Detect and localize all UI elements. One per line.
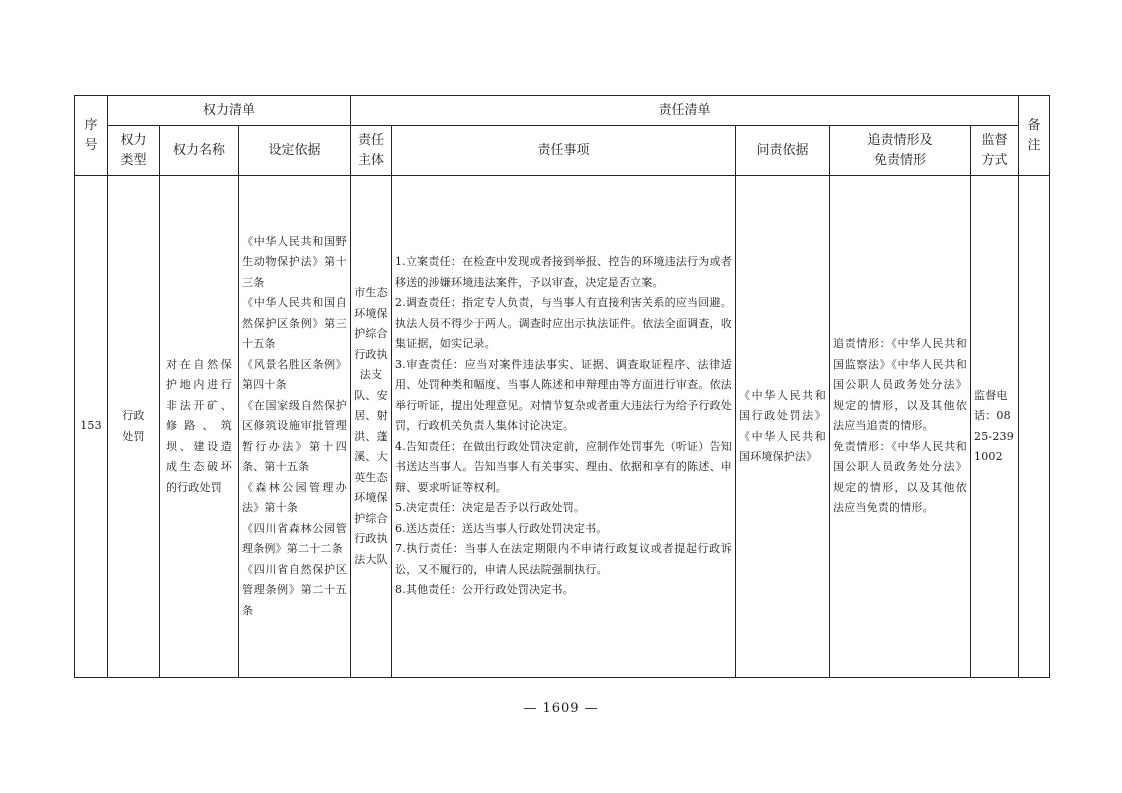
responsibility-item: 5.决定责任：决定是否予以行政处罚。	[395, 501, 586, 515]
header-supervision: 监督方式	[971, 126, 1019, 176]
accountability-case: 免责情形：《中华人民共和国公职人员政务处分法》规定的情形，以及其他依法应当免责的情形。	[833, 439, 967, 515]
row-remark	[1019, 176, 1050, 678]
basis-line: 《森林公园管理办法》第十条	[242, 480, 347, 515]
responsibility-item: 8.其他责任：公开行政处罚决定书。	[395, 583, 574, 597]
row-accountability-cases	[830, 176, 971, 678]
header-accountability-basis: 问责依据	[736, 126, 830, 176]
header-seq: 序号	[75, 96, 108, 176]
header-accountability-cases: 追责情形及免责情形	[830, 126, 971, 176]
basis-line: 《风景名胜区条例》第四十条	[242, 357, 347, 392]
row-basis	[239, 176, 351, 678]
header-basis: 设定依据	[239, 126, 351, 176]
basis-line: 《中华人民共和国自然保护区条例》第三十五条	[242, 296, 347, 351]
row-responsibility-items	[392, 176, 736, 678]
header-power-list: 权力清单	[108, 96, 351, 126]
row-power-name: 对在自然保护地内进行非法开矿、修路、筑坝、建设造成生态破坏的行政处罚	[160, 176, 239, 678]
responsibility-item: 2.调查责任：指定专人负责，与当事人有直接利害关系的应当回避。执法人员不得少于两人。调查时应出示执法证件。依法全面调查，收集证据，如实记录。	[395, 296, 732, 351]
responsibility-item: 6.送达责任：送达当事人行政处罚决定书。	[395, 521, 608, 535]
row-power-type: 行政处罚	[108, 176, 160, 678]
header-power-type: 权力类型	[108, 126, 160, 176]
accountability-case: 追责情形：《中华人民共和国监察法》《中华人民共和国公职人员政务处分法》规定的情形，以及其他依法应当追责的情形。	[833, 337, 967, 433]
basis-line: 《中华人民共和国野生动物保护法》第十三条	[242, 234, 347, 289]
row-accountability-basis: 《中华人民共和国行政处罚法》《中华人民共和国环境保护法》	[736, 176, 830, 678]
responsibility-item: 1.立案责任：在检查中发现或者接到举报、控告的环境违法行为或者移送的涉嫌环境违法案件，予以审查，决定是否立案。	[395, 255, 732, 289]
row-supervision: 监督电话：0825-2391002	[971, 176, 1019, 678]
table-row	[75, 176, 1050, 678]
header-responsible-subject: 责任主体	[351, 126, 392, 176]
header-remark: 备注	[1019, 96, 1050, 176]
responsibility-item: 4.告知责任：在做出行政处罚决定前，应制作处罚事先（听证）告知书送达当事人。告知当事人有关事实、理由、依据和享有的陈述、申辩、要求听证等权利。	[395, 439, 732, 494]
responsibility-item: 3.审查责任：应当对案件违法事实、证据、调查取证程序、法律适用、处罚种类和幅度、当事人陈述和申辩理由等方面进行审查。依法举行听证，提出处理意见。对情节复杂或者重大违法行为给予行政处罚，行政机关负责人集体讨论决定。	[395, 357, 732, 433]
header-responsibility-items: 责任事项	[392, 126, 736, 176]
header-responsibility-list: 责任清单	[351, 96, 1019, 126]
basis-line: 《四川省自然保护区管理条例》第二十五条	[242, 562, 347, 617]
basis-line: 《在国家级自然保护区修筑设施审批管理暂行办法》第十四条、第十五条	[242, 398, 347, 474]
row-responsible-subject: 市生态环境保护综合行政执法支队、安居、射洪、蓬溪、大英生态环境保护综合行政执法大队	[351, 176, 392, 678]
responsibility-item: 7.执行责任：当事人在法定期限内不申请行政复议或者提起行政诉讼，又不履行的，申请人民法院强制执行。	[395, 542, 732, 576]
basis-line: 《四川省森林公园管理条例》第二十二条	[242, 521, 347, 556]
responsibility-table	[74, 95, 1050, 678]
page-number: — 1609 —	[523, 701, 599, 716]
row-seq: 153	[75, 176, 108, 678]
header-power-name: 权力名称	[160, 126, 239, 176]
